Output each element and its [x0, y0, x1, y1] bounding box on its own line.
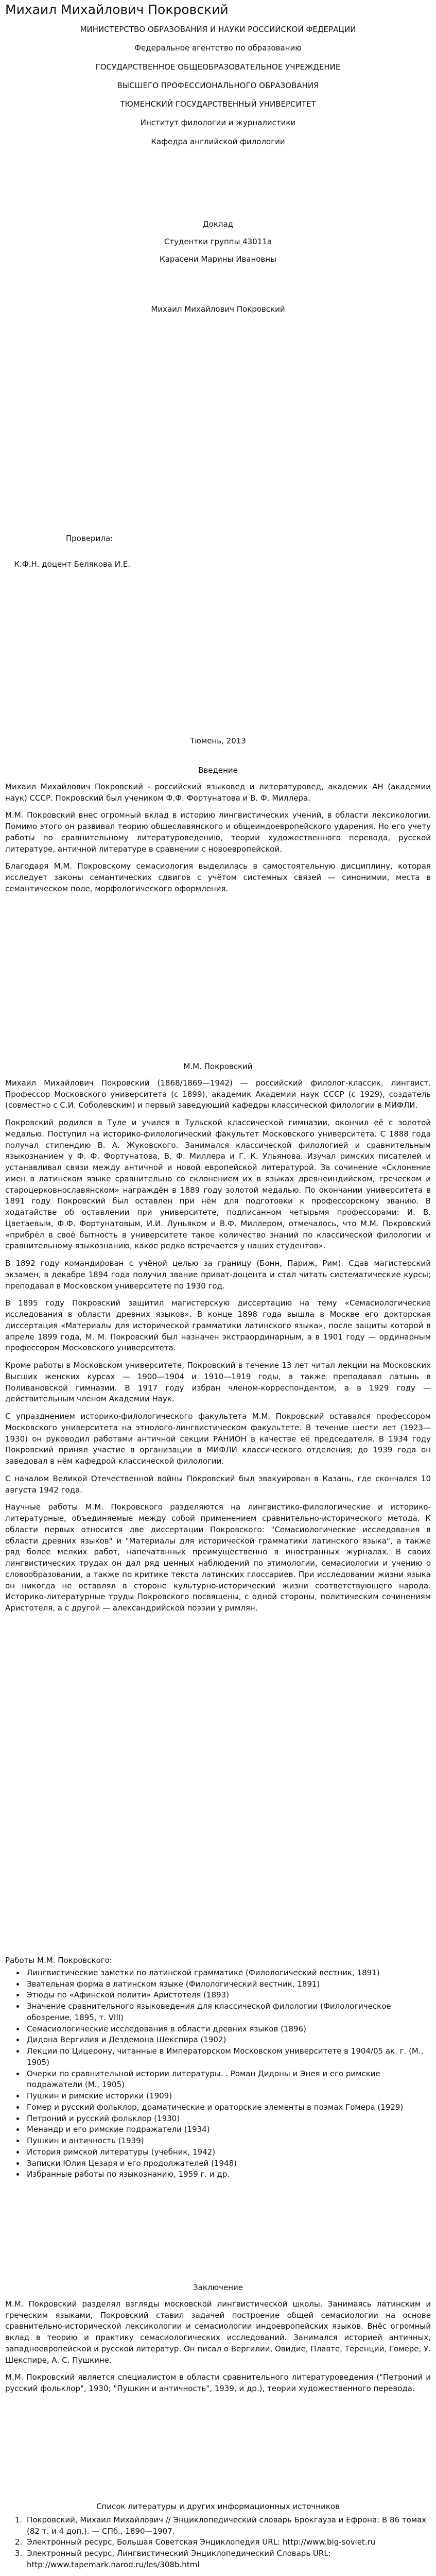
intro-section — [5, 765, 431, 901]
student-name: Карасени Марины Ивановны — [160, 254, 276, 264]
work-item: • Лингвистические заметки по латинской грамматике (Филологический вестник, 1891) — [25, 1968, 431, 1979]
city-year: Тюмень, 2013 — [190, 736, 246, 745]
works-list — [5, 1968, 431, 2180]
university-line: ТЮМЕНСКИЙ ГОСУДАРСТВЕННЫЙ УНИВЕРСИТЕТ — [120, 99, 316, 109]
bio-paragraph: Научные работы М.М. Покровского разделяются на лингвистико-филологические и историко-литературные, объединяемые между собой применением сравнительно-исторического метода. К области первых относится две диссертации Покровского: "Семасиологические исследования в области древних языков" и "Материалы для исторической грамматики латинского языка", а также ряд более мелких работ, напечатанных преимущественно в иностранных журналах. В своих лингвистических трудах он дал ряд ценных наблюдений по этимологии, семасиологии и учению о словообразовании, а также по критике текста латинских глоссариев. При исследовании жизни языка он никогда не оставлял в стороне культурно-исторический жизни соответствующего народа. Историко-литературные труды Покровского посвящены, с одной стороны, политическим сочинениям Аристотеля, а с другой — александрийской поэзии у римлян. — [5, 1502, 431, 1613]
work-item: • Записки Юлия Цезаря и его продолжателей (1948) — [25, 2158, 431, 2170]
sources-list — [5, 2515, 431, 2571]
conclusion-paragraph: М.М. Покровский разделял взгляды московской лингвистической школы. Занимаясь латинским и греческим языками, Покровский ставил задачей построение общей семасиологии на основе сравнительно-исторической лексикологии и семасиологии индоевропейских языков. Внёс огромный вклад в теорию и практику семасиологических исследований. Занимался историей античных, западноевропейской и русской литератур. Он писал о Вергилии, Овидие, Плавте, Теренции, Гомере, У. Шекспире, А. С. Пушкине. — [5, 2299, 431, 2365]
checker-name: К.Ф.Н. доцент Белякова И.Е. — [14, 560, 130, 569]
source-item: 2. Электронный ресурс, Большая Советская Энциклопедия URL: http://www.big-soviet.ru — [25, 2537, 431, 2548]
bio-paragraph: Кроме работы в Московском университете, Покровский в течение 13 лет читал лекции на Московских Высших женских курсах — 1900—1904 и 1910—1919 годы, а также преподавал латынь в Поливановской гимназии. В 1917 году избран членом-корреспондентом, а в 1929 году — действительным членом Академии Наук. — [5, 1361, 431, 1404]
work-item: • Звательная форма в латинском языке (Филологический вестник, 1891) — [25, 1979, 431, 1990]
bio-section — [5, 1061, 431, 1620]
bio-paragraph: Михаил Михайлович Покровский (1868/1869—1942) — российский филолог-классик, лингвист. Профессор Московского университета (с 1899), академик Академии наук СССР (с 1929), создатель (совместно с С.И. Соболевским) и первый заведующий кафедры классической филологии в МИФЛИ. — [5, 1078, 431, 1110]
source-item: 3. Электронный ресурс, Лингвистический Энциклопедический Словарь URL: http://www.tapemark.narod.ru/les/308b.html — [25, 2548, 431, 2571]
works-heading: Работы М.М. Покровского: — [5, 1956, 112, 1965]
work-item: • Избранные работы по языкознанию, 1959 г. и др. — [25, 2169, 431, 2180]
agency-line: Федеральное агентство по образованию — [134, 43, 302, 53]
works-section — [5, 1955, 431, 2180]
student-group: Студентки группы 43011а — [164, 236, 272, 246]
work-item: • Лекции по Цицерону, читанные в Императорском Московском университете в 1904/05 ак. г. (М., 1905) — [25, 2046, 431, 2069]
conclusion-paragraph: М.М. Покровский является специалистом в области сравнительного литературоведения ("Петроний и русский фольклор", 1930; "Пушкин и античность", 1939, и др.), теории художественного перевода. — [5, 2372, 431, 2393]
report-topic — [5, 304, 431, 315]
source-item: 1. Покровский, Михаил Михайлович // Энциклопедический словарь Брокгауза и Ефрона: В 86 томах (82 т. и 4 доп.). — СПб., 1890—1907. — [25, 2515, 431, 2537]
ministry-line: МИНИСТЕРСТВО ОБРАЗОВАНИЯ И НАУКИ РОССИЙСКОЙ ФЕДЕРАЦИИ — [80, 25, 356, 34]
bio-paragraph: Покровский родился в Туле и учился в Тульской классической гимназии, окончил её с золотой медалью. Поступил на историко-филологический факультет Московского университета. С 1888 года получал стипендию В. А. Жуковского. Занимался классической филологией и сравнительным языкознанием у Ф. Ф. Фортунатова, В. Ф. Миллера и Г. К. Ульянова. Изучал римских писателей и устанавливал связи между античной и новой европейской литературой. За сочинение «Склонение имен в латинском языке сравнительно со склонением их в языках древнеиндийском, греческом и староцерковнославянском» награждён в 1889 году золотой медалью. По окончании университета в 1891 году Покровский был оставлен при нём для подготовки к профессорскому званию. В ходатайстве об оставлении при университете, подписанном четырьмя профессорами: И. В. Цветаевым, Ф.Ф. Фортунатовым, И.И. Луньяком и В.Ф. Миллером, отмечалось, что М.М. Покровский «прибрёл в своё бытность в университете такое количество знаний по классической филологии и сравнительному языкознанию, какое редко встречается у наших студентов». — [5, 1118, 431, 1251]
higher-education-line: ВЫСШЕГО ПРОФЕССИОНАЛЬНОГО ОБРАЗОВАНИЯ — [117, 80, 319, 90]
conclusion-heading: Заключение — [193, 2283, 243, 2292]
report-info — [5, 219, 431, 271]
conclusion-section — [5, 2282, 431, 2401]
checked-by-label: Проверила: — [66, 534, 113, 543]
title-page-header — [5, 24, 431, 154]
intro-heading: Введение — [198, 766, 238, 775]
state-institution-line: ГОСУДАРСТВЕННОЕ ОБЩЕОБРАЗОВАТЕЛЬНОЕ УЧРЕЖДЕНИЕ — [95, 62, 341, 72]
bio-paragraph: С упразднением историко-филологического факультета М.М. Покровский оставался профессором Московского университета на этнолого-лингвистическом факультете. В течение шести лет (1923—1930) он руководил работами античной секции РАНИОН в качестве её председателя. В 1934 году Покровский принял участие в организации в МИФЛИ классического отделения; до 1939 года он заведовал в нём кафедрой классической филологии. — [5, 1412, 431, 1466]
work-item: • Гомер и русский фольклор, драматические и ораторские элементы в поэмах Гомера (1929) — [25, 2102, 431, 2113]
work-item: • Очерки по сравнительной истории литературы. . Роман Дидоны и Энея и его римские подражатели (М., 1905) — [25, 2069, 431, 2091]
report-label: Доклад — [202, 219, 234, 229]
document-title: Михаил Михайлович Покровский — [5, 2, 229, 17]
work-item: • История римской литературы (учебник, 1942) — [25, 2147, 431, 2158]
work-item: • Пушкин и античность (1939) — [25, 2136, 431, 2147]
department-line: Кафедра английской филологии — [151, 137, 285, 146]
sources-heading: Список литературы и других информационных источников — [96, 2502, 340, 2511]
bio-paragraph: В 1892 году командирован с учёной целью за границу (Бонн, Париж, Рим). Сдав магистерский экзамен, в декабре 1894 года получил звание приват-доцента и стал читать систематические курсы; преподавал в Московском университете по 1930 год. — [5, 1259, 431, 1291]
work-item: • Дидона Вергилия и Дездемона Шекспира (1902) — [25, 2035, 431, 2046]
intro-paragraph: Михаил Михайлович Покровский - российский языковед и литературовед, академик АН (академии наук) СССР. Покровский был учеником Ф.Ф. Фортунатова и В. Ф. Миллера. — [5, 782, 431, 803]
work-item: • Этюды по «Афинской полити» Аристотеля (1893) — [25, 1990, 431, 2001]
work-item: • Пушкин и римские историки (1909) — [25, 2091, 431, 2102]
intro-paragraph: М.М. Покровский внес огромный вклад в историю лингвистических учений, в области лексикологии. Помимо этого он развивал теорию общеславянского и общеиндоевропейского ударения. Но его учету работы по сравнительному литературоведению, теории художественного перевода, русской литературе, античной литературе в сравнении с новоевропейской. — [5, 810, 431, 854]
bio-heading: М.М. Покровский — [183, 1062, 253, 1071]
bio-paragraph: В 1895 году Покровский защитил магистерскую диссертацию на тему «Семасиологические исследования в области древних языков». В конце 1898 года вышла в Москве его докторская диссертация «Материалы для исторической грамматики латинского языка», после защиты которой в апреле 1899 года, М. М. Покровский был назначен экстраординарным, а в 1901 году — ординарным профессором Московского университета. — [5, 1298, 431, 1353]
report-topic-text: Михаил Михайлович Покровский — [151, 304, 285, 314]
work-item: • Менандр и его римские подражатели (1934) — [25, 2124, 431, 2136]
work-item: • Значение сравнительного языковедения для классической филологии (Филологическое обозрение, 1895, т. VIII) — [25, 2001, 431, 2024]
work-item: • Петроний и русский фольклор (1930) — [25, 2113, 431, 2125]
institute-line: Институт филологии и журналистики — [140, 118, 296, 128]
work-item: • Семасиологические исследования в области древних языков (1896) — [25, 2024, 431, 2035]
intro-paragraph: Благодаря М.М. Покровскому семасиология выделилась в самостоятельную дисциплину, которая исследует законы семантических сдвигов с учётом системных связей — синонимии, места в семантическом поле, морфологического оформления. — [5, 861, 431, 893]
sources-section — [5, 2501, 431, 2571]
bio-paragraph: С началом Великой Отечественной войны Покровский был эвакуирован в Казань, где скончался 10 августа 1942 года. — [5, 1473, 431, 1495]
